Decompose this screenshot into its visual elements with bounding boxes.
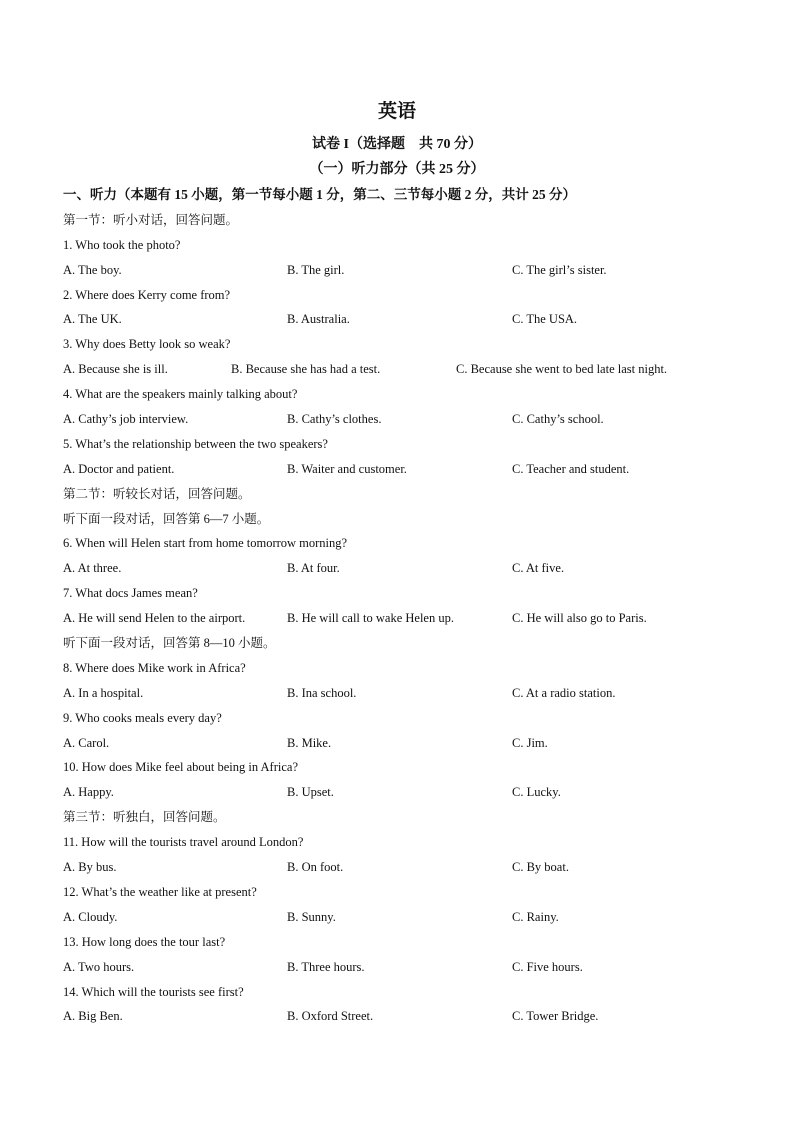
options-row-5 — [63, 457, 743, 482]
options-row-9 — [63, 731, 743, 756]
option-a: A. By bus. — [63, 860, 117, 875]
options-row-1 — [63, 258, 743, 283]
question-7: 7. What docs James mean? — [63, 586, 198, 601]
option-c: C. Because she went to bed late last night. — [456, 362, 668, 377]
option-b: B. Three hours. — [287, 959, 365, 974]
option-b: B. Waiter and customer. — [287, 461, 407, 476]
options-row-7 — [63, 606, 743, 631]
option-a: A. At three. — [63, 561, 122, 576]
dialog2-intro: 听下面一段对话，回答第 8—10 小题。 — [63, 636, 276, 651]
part-subtitle: （一）听力部分（共 25 分） — [309, 162, 485, 177]
option-b: B. Because she has had a test. — [231, 362, 381, 377]
option-b: B. Cathy’s clothes. — [287, 412, 382, 427]
question-9: 9. Who cooks meals every day? — [63, 710, 222, 725]
options-row-8 — [63, 681, 743, 706]
option-b: B. On foot. — [287, 860, 344, 875]
option-b: B. Ina school. — [287, 685, 357, 700]
option-b: B. Sunny. — [287, 909, 336, 924]
question-6: 6. When will Helen start from home tomorrow morning? — [63, 536, 348, 551]
option-a: A. Cathy’s job interview. — [63, 412, 189, 427]
option-b: B. He will call to wake Helen up. — [287, 611, 454, 626]
question-11: 11. How will the tourists travel around London? — [63, 835, 304, 850]
question-13: 13. How long does the tour last? — [63, 934, 226, 949]
question-8: 8. Where does Mike work in Africa? — [63, 660, 246, 675]
option-c: C. Lucky. — [512, 785, 561, 800]
question-14: 14. Which will the tourists see first? — [63, 984, 244, 999]
dialog1-intro: 听下面一段对话，回答第 6—7 小题。 — [63, 511, 270, 526]
option-c: C. Cathy’s school. — [512, 412, 604, 427]
page-title: 英语 — [377, 101, 416, 122]
options-row-3 — [63, 357, 743, 382]
option-b: B. Australia. — [287, 312, 350, 327]
options-row-12 — [63, 905, 743, 930]
part2-intro: 第二节：听较长对话，回答问题。 — [63, 486, 251, 501]
question-4: 4. What are the speakers mainly talking about? — [63, 387, 298, 402]
question-2: 2. Where does Kerry come from? — [63, 287, 231, 302]
option-a: A. Cloudy. — [63, 909, 118, 924]
options-row-6 — [63, 556, 743, 581]
option-c: C. At a radio station. — [512, 685, 616, 700]
option-c: C. He will also go to Paris. — [512, 611, 647, 626]
question-1: 1. Who took the photo? — [63, 237, 181, 252]
options-row-11 — [63, 855, 743, 880]
option-b: B. Oxford Street. — [287, 1009, 374, 1024]
option-a: A. The UK. — [63, 312, 122, 327]
option-c: C. Five hours. — [512, 959, 583, 974]
option-a: A. Because she is ill. — [63, 362, 168, 377]
paper-subtitle: 试卷 I（选择题 共 70 分） — [312, 137, 482, 152]
question-3: 3. Why does Betty look so weak? — [63, 337, 231, 352]
option-c: C. At five. — [512, 561, 565, 576]
options-row-10 — [63, 780, 743, 805]
option-c: C. Jim. — [512, 735, 548, 750]
question-12: 12. What’s the weather like at present? — [63, 884, 257, 899]
options-row-2 — [63, 307, 743, 332]
option-a: A. He will send Helen to the airport. — [63, 611, 246, 626]
question-5: 5. What’s the relationship between the two speakers? — [63, 436, 328, 451]
option-c: C. Tower Bridge. — [512, 1009, 599, 1024]
options-row-13 — [63, 955, 743, 980]
option-a: A. Happy. — [63, 785, 114, 800]
option-c: C. Rainy. — [512, 909, 559, 924]
option-c: C. The girl’s sister. — [512, 262, 607, 277]
option-a: A. In a hospital. — [63, 685, 144, 700]
part1-intro: 第一节：听小对话，回答问题。 — [63, 212, 239, 227]
options-row-14 — [63, 1004, 743, 1029]
option-a: A. Doctor and patient. — [63, 461, 175, 476]
option-b: B. The girl. — [287, 262, 345, 277]
option-b: B. Mike. — [287, 735, 332, 750]
part3-intro: 第三节：听独白，回答问题。 — [63, 810, 226, 825]
question-10: 10. How does Mike feel about being in Africa? — [63, 760, 299, 775]
option-c: C. By boat. — [512, 860, 569, 875]
option-a: A. Two hours. — [63, 959, 135, 974]
option-a: A. Big Ben. — [63, 1009, 123, 1024]
option-c: C. The USA. — [512, 312, 578, 327]
section-heading: 一、听力（本题有 15 小题，第一节每小题 1 分，第二、三节每小题 2 分，共计 25 分） — [63, 187, 576, 202]
option-c: C. Teacher and student. — [512, 461, 630, 476]
question-list — [63, 183, 743, 1029]
option-a: A. Carol. — [63, 735, 110, 750]
options-row-4 — [63, 407, 743, 432]
option-b: B. At four. — [287, 561, 340, 576]
option-a: A. The boy. — [63, 262, 122, 277]
option-b: B. Upset. — [287, 785, 334, 800]
